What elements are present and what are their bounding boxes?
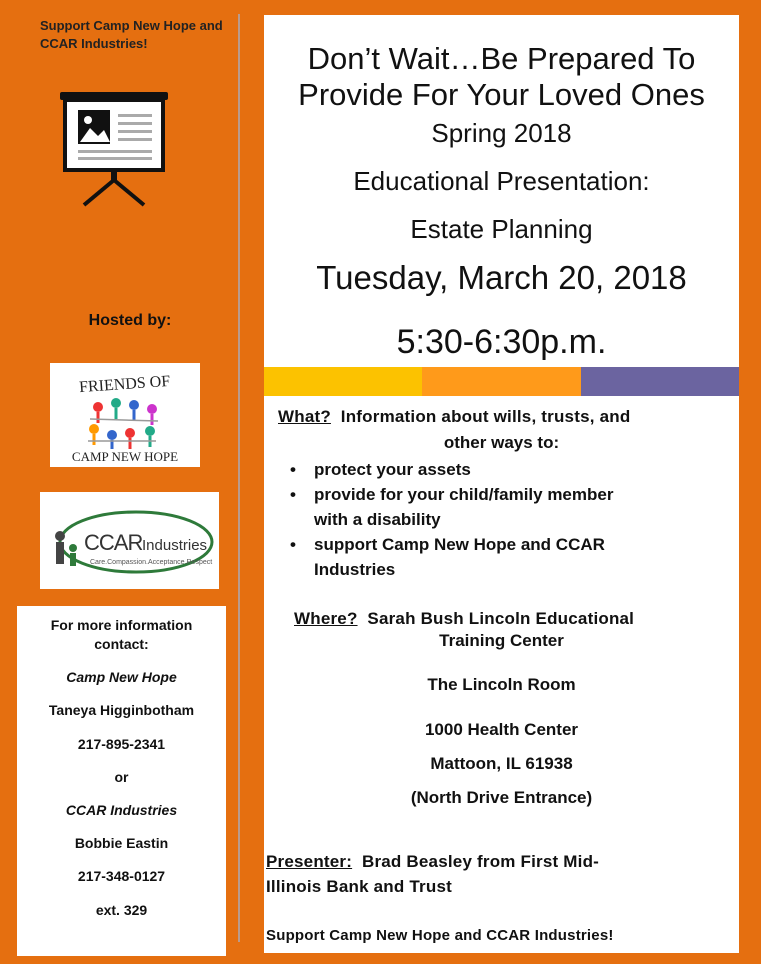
title-line-1: Don’t Wait…Be Prepared To (307, 41, 696, 76)
presenter-line-2: Illinois Bank and Trust (266, 877, 452, 896)
hosted-by-label: Hosted by: (88, 312, 172, 329)
contact-extension: ext. 329 (95, 902, 148, 918)
ccar-industries-logo (40, 492, 219, 589)
where-label: Where? (294, 609, 358, 628)
where-line-1: Where? Sarah Bush Lincoln Educational (294, 609, 635, 628)
contact-phone-2: 217-348-0127 (77, 868, 166, 884)
entrance-note: (North Drive Entrance) (410, 788, 593, 807)
where-line-2: Training Center (439, 631, 564, 650)
main-panel: Don’t Wait…Be Prepared To Provide For Your Loved Ones Spring 2018 Educational Presentation: Estate Planning Tuesday, March 20, 2018 5:30-6:30p.m. What? Information about wills, trusts, and other ways to: • protect your assets • provide for your child/family member with a disability • support Camp New Hope and CCAR Industries Where? Sarah Bush Lincoln Educational Training Center The Lincoln Room 1000 Health Center Mattoon, IL 61938 (North Drive Entrance) Presenter: Brad Beasley from First Mid- Illinois Bank and Trust Support Camp New Hope and CCAR Industries! (264, 15, 739, 953)
title-line-2: Provide For Your Loved Ones (298, 77, 705, 112)
address-line-1: 1000 Health Center (424, 720, 579, 739)
what-line-2: other ways to: (443, 433, 560, 452)
presentation-icon (58, 90, 170, 208)
contact-org-camp-new-hope: Camp New Hope (66, 669, 177, 685)
contact-org-ccar: CCAR Industries (65, 802, 178, 818)
svg-text:CCAR: CCAR (84, 530, 143, 555)
presenter-label: Presenter: (266, 852, 353, 871)
svg-text:Care.Compassion.Acceptance.Res: Care.Compassion.Acceptance.Respect (90, 559, 213, 566)
season: Spring 2018 (431, 118, 572, 148)
room: The Lincoln Room (427, 675, 576, 694)
contact-heading: For more information contact: (50, 617, 193, 652)
color-stripes (264, 367, 739, 396)
event-time: 5:30-6:30p.m. (396, 323, 607, 361)
contact-phone-1: 217-895-2341 (77, 736, 166, 752)
sidebar-divider (238, 14, 240, 942)
sidebar-header: Support Camp New Hope and CCAR Industries! (40, 18, 223, 51)
svg-text:CAMP NEW HOPE: CAMP NEW HOPE (71, 449, 179, 464)
event-date: Tuesday, March 20, 2018 (316, 259, 687, 296)
friends-of-camp-new-hope-logo (50, 363, 200, 467)
presenter-line-1: Presenter: Brad Beasley from First Mid- (266, 852, 600, 871)
what-line-1: What? Information about wills, trusts, and (278, 407, 631, 426)
event-type: Educational Presentation: (353, 166, 650, 196)
what-label: What? (278, 407, 331, 426)
contact-box (17, 606, 226, 956)
svg-text:FRIENDS OF: FRIENDS OF (78, 372, 171, 397)
stripe-purple (581, 367, 739, 396)
contact-or: or (114, 769, 129, 785)
svg-text:Industries: Industries (142, 537, 208, 554)
topic: Estate Planning (410, 214, 593, 244)
page-title (264, 41, 739, 113)
address-line-2: Mattoon, IL 61938 (430, 754, 573, 773)
footer-support-text: Support Camp New Hope and CCAR Industries! (266, 927, 614, 944)
stripe-orange (422, 367, 580, 396)
stripe-yellow (264, 367, 422, 396)
contact-name-1: Taneya Higginbotham (48, 702, 195, 718)
contact-name-2: Bobbie Eastin (74, 835, 169, 851)
